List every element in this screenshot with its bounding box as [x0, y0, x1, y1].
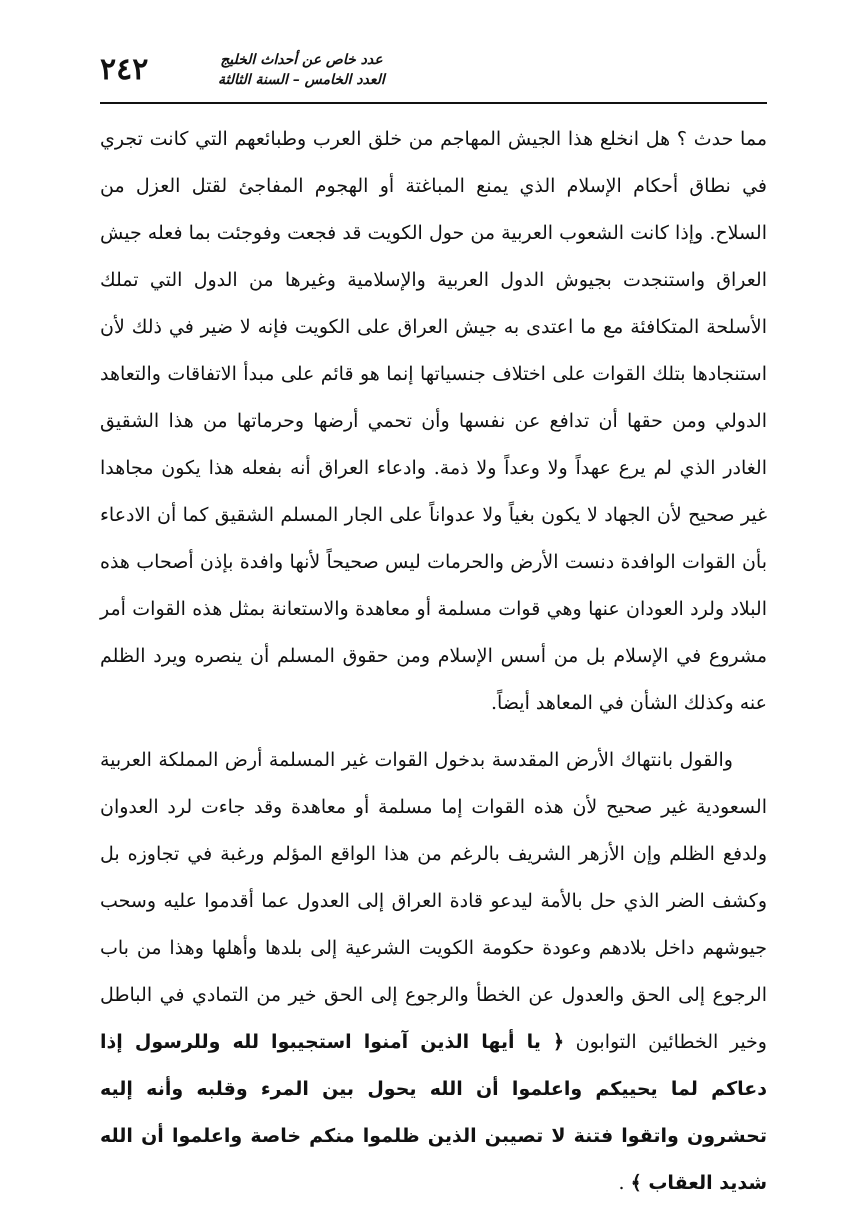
article-body: [100, 116, 767, 1207]
header-divider: [100, 102, 767, 104]
page-number: ٢٤٢: [100, 52, 149, 87]
paragraph-2: [100, 737, 767, 1207]
issue-info: [218, 50, 385, 90]
paragraph-1: مما حدث ؟ هل انخلع هذا الجيش المهاجم من خلق العرب وطبائعهم التي كانت تجري في نطاق أحكام الإسلام الذي يمنع المباغتة أو الهجوم المفاجئ لقتل العزل من السلاح. وإذا كانت الشعوب العربية من حول الكويت قد فجعت وفوجئت بما فعله جيش العراق واستنجدت بجيوش الدول العربية والإسلامية وغيرها من الدول التي تملك الأسلحة المتكافئة مع ما اعتدى به جيش العراق على الكويت فإنه لا ضير في ذلك لأن استنجادها بتلك القوات على اختلاف جنسياتها إنما هو قائم على مبدأ الاتفاقات والتعاهد الدولي ومن حقها أن تدافع عن نفسها وأن تحمي أرضها وحرماتها من هذا الشقيق الغادر الذي لم يرع عهداً ولا وعداً ولا ذمة. وادعاء العراق أنه بفعله هذا يكون مجاهدا غير صحيح لأن الجهاد لا يكون بغياً ولا عدواناً على الجار المسلم الشقيق كما أن الادعاء بأن القوات الوافدة دنست الأرض والحرمات ليس صحيحاً لأنها وافدة بإذن أصحاب هذه البلاد ولرد العودان عنها وهي قوات مسلمة أو معاهدة والاستعانة بمثل هذه القوات أمر مشروع في الإسلام بل من أسس الإسلام ومن حقوق المسلم أن ينصره ويرد الظلم عنه وكذلك الشأن في المعاهد أيضاً.: [100, 128, 767, 714]
issue-subtitle: العدد الخامس – السنة الثالثة: [218, 72, 385, 88]
paragraph-2-end: .: [618, 1172, 631, 1194]
paragraph-2-text: والقول بانتهاك الأرض المقدسة بدخول القوات غير المسلمة أرض المملكة العربية السعودية غير صحيح لأن هذه القوات إما مسلمة أو معاهدة وقد جاءت لرد العدوان ولدفع الظلم وإن الأزهر الشريف بالرغم من هذا الواقع المؤلم ورغبة في تجاوزه بل وكشف الضر الذي حل بالأمة ليدعو قادة العراق إلى العدول عما أقدموا عليه وسحب جيوشهم داخل بلادهم وعودة حكومة الكويت الشرعية إلى بلدها وأهلها وهذا من باب الرجوع إلى الحق والعدول عن الخطأ والرجوع إلى الحق خير من التمادي في الباطل وخير الخطائين التوابون: [100, 749, 767, 1053]
quran-quote: ﴿ يا أيها الذين آمنوا استجيبوا لله وللرسول إذا دعاكم لما يحييكم واعلموا أن الله يحول بين المرء وقلبه وأنه إليه تحشرون واتقوا فتنة لا تصيبن الذين ظلموا منكم خاصة واعلموا أن الله شديد العقاب ﴾: [100, 1031, 767, 1194]
issue-title: عدد خاص عن أحداث الخليج: [220, 52, 383, 68]
page-header: [100, 48, 767, 104]
